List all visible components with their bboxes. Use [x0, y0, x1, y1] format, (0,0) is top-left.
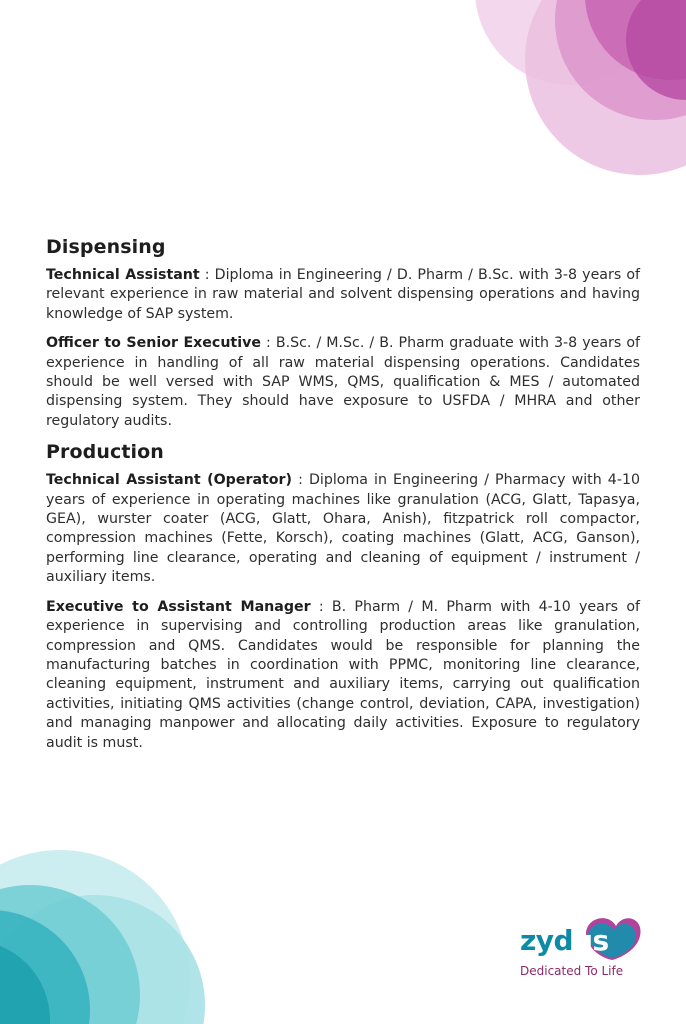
- role-description: : B.Sc. / M.Sc. / B. Pharm graduate with 3-8 years of experience in handling of all raw material dispensing operations. Candidates should be well versed with SAP WMS, QMS, qualification & MES / automated dispensing system. They should have exposure to USFDA / MHRA and other regulatory audits.: [46, 335, 640, 429]
- entry-paragraph: [46, 598, 640, 753]
- entry-paragraph: [46, 471, 640, 587]
- top-decorative-circles: [440, 0, 686, 200]
- job-requirements: [46, 236, 640, 763]
- section-heading: Production: [46, 441, 164, 464]
- role-description: : Diploma in Engineering / Pharmacy with 4-10 years of experience in operating machines like granulation (ACG, Glatt, Tapasya, GEA), wurster coater (ACG, Glatt, Ohara, Anish), fitzpatrick roll compactor, compression machines (Fette, Korsch), coating machines (Glatt, ACG, Ganson), performing line clearance, operating and cleaning of equipment / instrument / auxiliary items.: [46, 472, 640, 586]
- zydus-logo: [516, 910, 646, 984]
- role-title: Executive to Assistant Manager: [46, 598, 311, 615]
- role-description: : Diploma in Engineering / D. Pharm / B.Sc. with 3-8 years of relevant experience in raw material and solvent dispensing operations and having knowledge of SAP system.: [46, 267, 640, 322]
- entry-paragraph: [46, 266, 640, 324]
- role-title: Officer to Senior Executive: [46, 335, 261, 352]
- section-dispensing: [46, 236, 640, 431]
- logo-tagline: Dedicated To Life: [520, 964, 624, 978]
- logo-name-prefix: zyd: [520, 924, 574, 957]
- role-title: Technical Assistant (Operator): [46, 472, 293, 489]
- logo-wordmark: [520, 924, 609, 957]
- bottom-decorative-circles: [0, 820, 230, 1024]
- role-title: Technical Assistant: [46, 267, 200, 283]
- role-description: : B. Pharm / M. Pharm with 4-10 years of experience in supervising and controlling production areas like granulation, compression and QMS. Candidates would be responsible for planning the manufacturing batches in coordination with PPMC, monitoring line clearance, cleaning equipment, instrument and auxiliary items, carrying out qualification activities, initiating QMS activities (change control, deviation, CAPA, investigation) and managing manpower and allocating daily activities. Exposure to regulatory audit is must.: [46, 598, 640, 751]
- logo-name-suffix: us: [573, 924, 609, 957]
- section-production: [46, 441, 640, 753]
- entry-paragraph: [46, 334, 640, 431]
- section-heading: Dispensing: [46, 236, 166, 258]
